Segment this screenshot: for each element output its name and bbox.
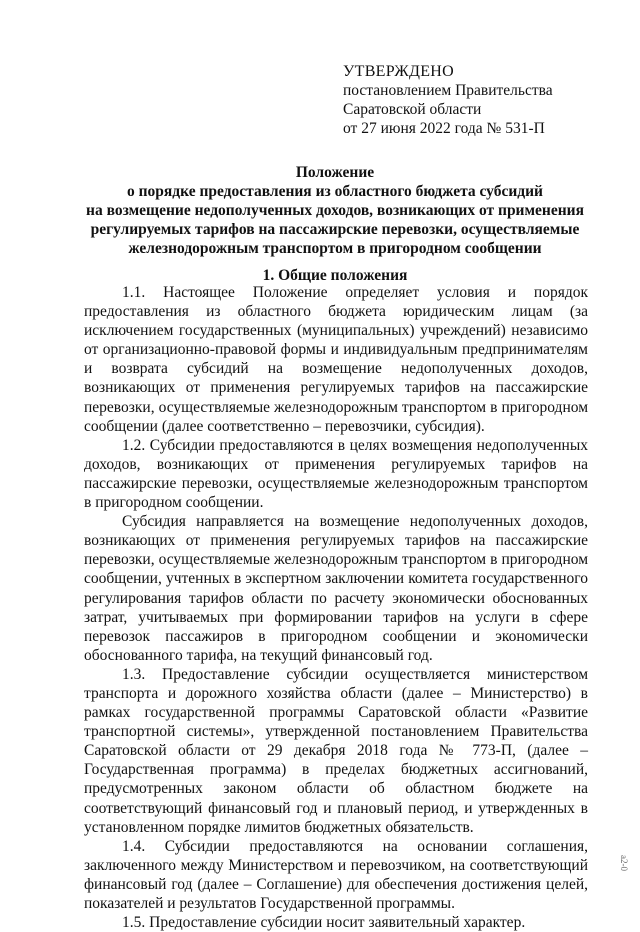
approval-region: Саратовской области — [343, 101, 482, 118]
title-line-1: Положение — [295, 164, 375, 181]
paragraph-1-2-cont: Субсидия направляется на возмещение недополученных доходов, возникающих от применения регулируемых тарифов на пассажирские перевозки, осуществляемые железнодорожным транспортом в пригородном сообщении, учтенных в экспертном заключении комитета государственного регулирования тарифов области по расчету экономически обоснованных затрат, учитываемых при формировании тарифов на услуги в сфере перевозок пассажиров в пригородном сообщении и экономически обоснованного тарифа, на текущий финансовый год. — [84, 513, 588, 664]
document-title — [80, 163, 590, 258]
paragraph-1-2: 1.2. Субсидии предоставляются в целях возмещения недополученных доходов, возникающих от применения регулируемых тарифов на пассажирские перевозки, осуществляемые железнодорожным транспортом в пригородном сообщении. — [84, 436, 588, 512]
title-line-3: на возмещение недополученных доходов, возникающих от применения — [86, 202, 584, 219]
approval-heading: УТВЕРЖДЕНО — [343, 63, 455, 80]
margin-mark: а2-0 — [619, 855, 629, 871]
paragraph-1-4: 1.4. Субсидии предоставляются на основании соглашения, заключенного между Министерством и перевозчиком, на соответствующий финансовый год (далее – Соглашение) для обеспечения достижения целей, показателей и результатов Государственной программы. — [84, 837, 588, 912]
paragraph-1-3: 1.3. Предоставление субсидии осуществляется министерством транспорта и дорожного хозяйства области (далее – Министерство) в рамках государственной программы Саратовской области «Развитие транспортной системы», утвержденной постановлением Правительства Саратовской области от 29 декабря 2018 года № 773-П, (далее – Государственная программа) в пределах бюджетных ассигнований, предусмотренных законом области об областном бюджете на соответствующий финансовый год и плановый период, и утвержденных в установленном порядке лимитов бюджетных обязательств. — [84, 665, 588, 836]
approval-stamp — [343, 62, 553, 138]
approval-date-number: от 27 июня 2022 года № 531-П — [343, 120, 545, 137]
paragraph-1-1: 1.1. Настоящее Положение определяет условия и порядок предоставления из областного бюджета юридическим лицам (за исключением государственных (муниципальных) учреждений) независимо от организационно-правовой формы и индивидуальным предпринимателям и возврата субсидий на возмещение недополученных доходов, возникающих от применения регулируемых тарифов на пассажирские перевозки, осуществляемые железнодорожным транспортом в пригородном сообщении (далее соответственно – перевозчики, субсидия). — [84, 284, 588, 435]
title-line-4: регулируемых тарифов на пассажирские перевозки, осуществляемые — [90, 221, 580, 238]
section-heading: 1. Общие положения — [262, 267, 408, 284]
document-body — [84, 283, 588, 932]
approval-issuer: постановлением Правительства — [343, 82, 553, 99]
title-line-5: железнодорожным транспортом в пригородном сообщении — [128, 240, 542, 257]
title-line-2: о порядке предоставления из областного бюджета субсидий — [127, 183, 543, 200]
paragraph-1-5: 1.5. Предоставление субсидии носит заявительный характер. — [122, 914, 526, 932]
